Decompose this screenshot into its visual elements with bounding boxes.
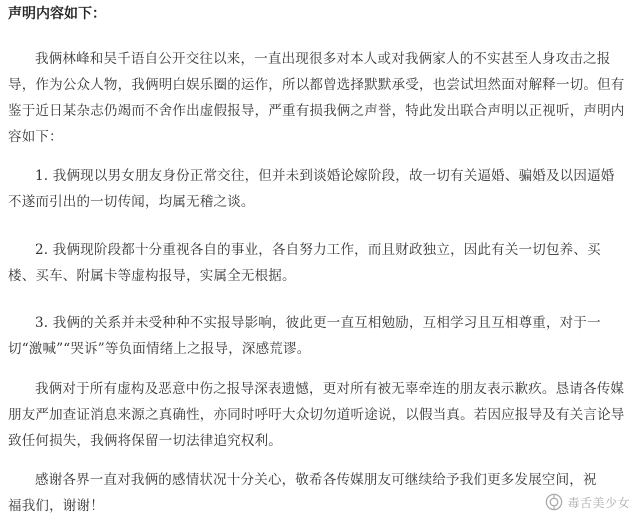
point-2-paragraph: 2. 我俩现阶段都十分重视各自的事业，各自努力工作，而且财政独立，因此有关一切包养、买楼、买车、附属卡等虚构报导，实属全无根据。 (8, 242, 601, 284)
wechat-channel-icon (545, 493, 563, 511)
watermark (545, 493, 630, 511)
intro-paragraph: 我俩林峰和吴千语自公开交往以来，一直出现很多对本人或对我俩家人的不实甚至人身攻击之报导，作为公众人物，我俩明白娱乐圈的运作，所以都曾选择默默承受，也尝试坦然面对解释一切。但有鉴于近日某杂志仍竭而不舍作出虚假报导，严重有损我俩之声誉，特此发出联合声明以正视听，声明内容如下： (8, 51, 625, 145)
watermark-text: 毒舌美少女 (567, 495, 630, 510)
statement-heading: 声明内容如下： (8, 6, 106, 22)
regret-paragraph: 我俩对于所有虚构及恶意中伤之报导深表遗憾，更对所有被无辜牵连的朋友表示歉疚。恳请各传媒朋友严加查证消息来源之真确性，亦同时呼吁大众切勿道听途说，以假当真。若因应报导及有关言论导致任何损失，我俩将保留一切法律追究权利。 (8, 381, 625, 449)
point-3-paragraph: 3. 我俩的关系并未受种种不实报导影响，彼此更一直互相勉励，互相学习且互相尊重，对于一切“激喊”“哭诉”等负面情绪上之报导，深感荒谬。 (8, 315, 601, 357)
thanks-paragraph: 感谢各界一直对我俩的感情状况十分关心，敬希各传媒朋友可继续给予我们更多发展空间，祝福我们，谢谢！ (8, 472, 597, 514)
point-1-paragraph: 1. 我俩现以男女朋友身份正常交往，但并未到谈婚论嫁阶段，故一切有关逼婚、骗婚及以因逼婚不遂而引出的一切传闻，均属无稽之谈。 (8, 168, 615, 210)
